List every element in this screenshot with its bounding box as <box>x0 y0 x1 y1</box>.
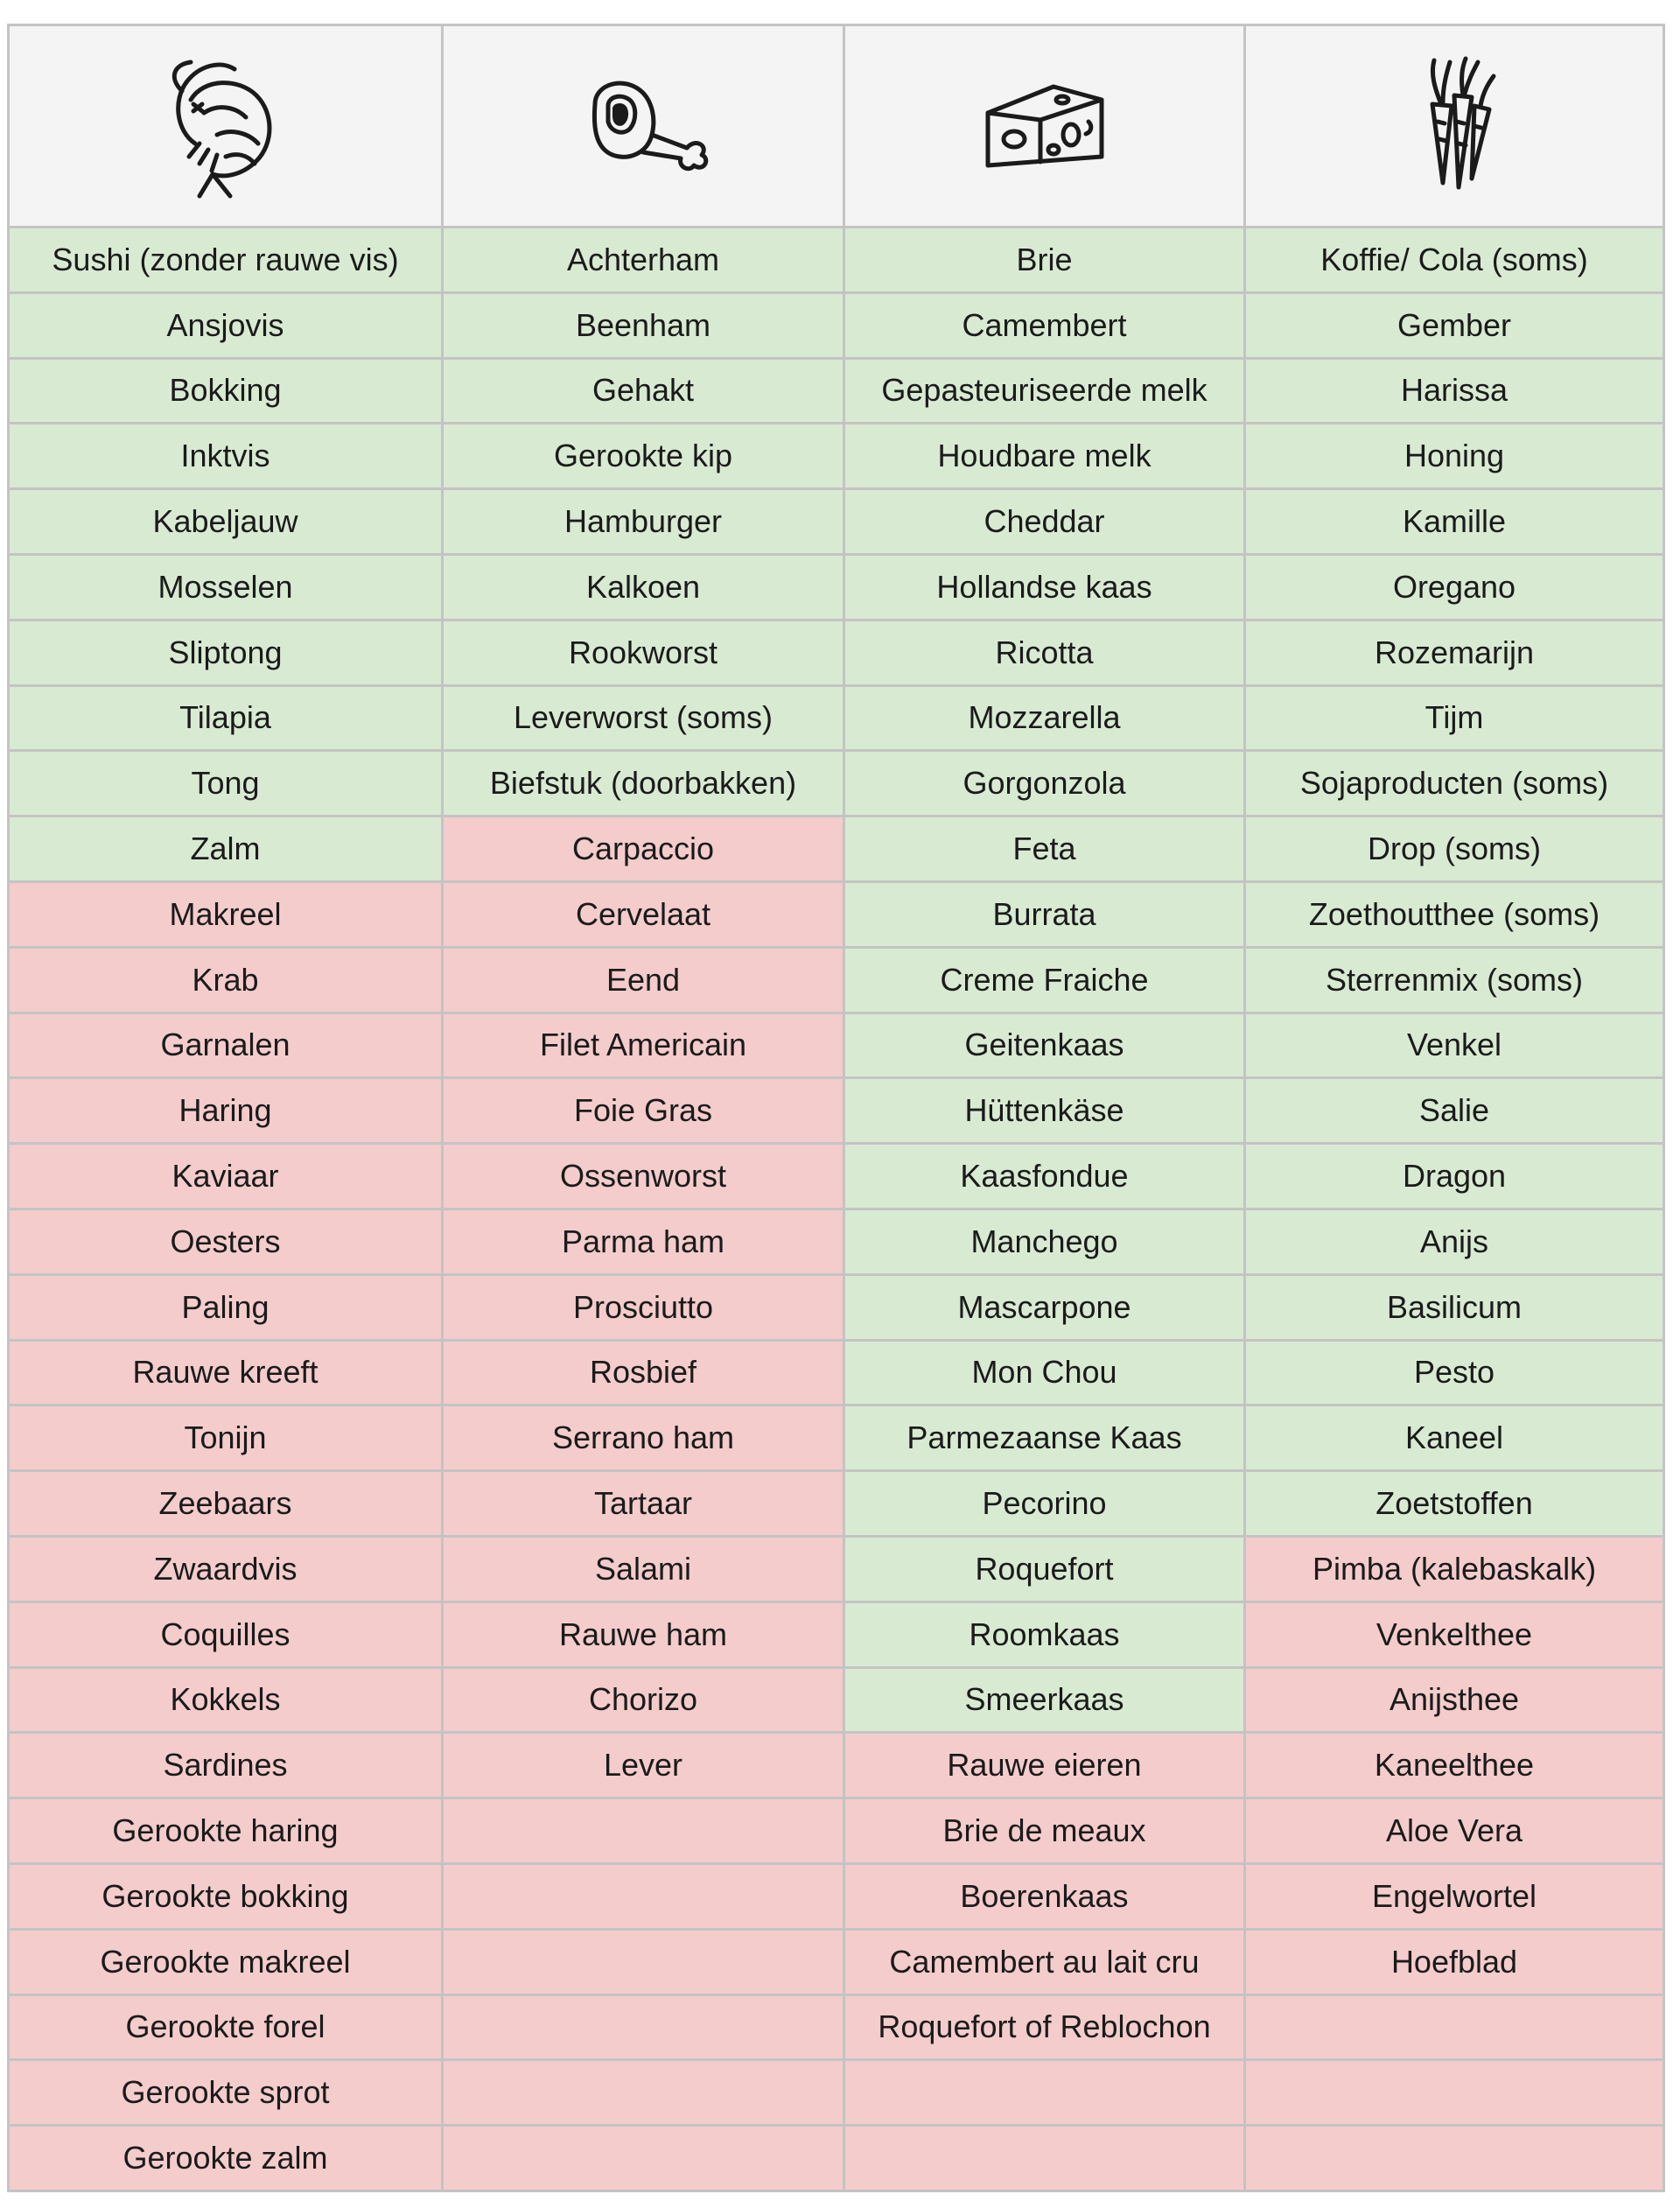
cell-dairy-safe: Houdbare melk <box>844 424 1245 489</box>
cell-other-unsafe: Aloe Vera <box>1245 1798 1664 1864</box>
cell-other-unsafe: Hoefblad <box>1245 1929 1664 1994</box>
cell-other-safe: Pesto <box>1245 1340 1664 1405</box>
carrots-icon <box>1380 52 1529 200</box>
cell-other-safe: Zoethoutthee (soms) <box>1245 881 1664 947</box>
table-row <box>9 1536 1664 1602</box>
cell-meat-unsafe: Rauwe ham <box>443 1602 844 1667</box>
cell-other-unsafe: Engelwortel <box>1245 1863 1664 1929</box>
cell-other-safe: Basilicum <box>1245 1274 1664 1340</box>
cell-fish-safe: Tilapia <box>9 685 443 751</box>
cell-dairy-safe: Gepasteuriseerde melk <box>844 358 1245 424</box>
cell-other-safe: Gember <box>1245 292 1664 358</box>
cell-dairy-unsafe: Rauwe eieren <box>844 1733 1245 1798</box>
table-row <box>9 358 1664 424</box>
cell-other-safe: Sterrenmix (soms) <box>1245 947 1664 1013</box>
cell-dairy-safe: Burrata <box>844 881 1245 947</box>
cell-dairy-safe: Pecorino <box>844 1471 1245 1537</box>
cell-fish-unsafe: Zwaardvis <box>9 1536 443 1602</box>
cell-meat-unsafe: Tartaar <box>443 1471 844 1537</box>
cell-meat-safe: Biefstuk (doorbakken) <box>443 751 844 817</box>
cell-dairy-safe: Parmezaanse Kaas <box>844 1405 1245 1471</box>
cell-fish-unsafe: Kaviaar <box>9 1144 443 1209</box>
table-row <box>9 424 1664 489</box>
cell-dairy-safe: Camembert <box>844 292 1245 358</box>
food-safety-table <box>7 24 1665 2192</box>
cell-fish-unsafe: Coquilles <box>9 1602 443 1667</box>
table-row <box>9 1602 1664 1667</box>
cell-fish-safe: Zalm <box>9 817 443 882</box>
cell-fish-unsafe: Garnalen <box>9 1013 443 1078</box>
table-row <box>9 292 1664 358</box>
cell-fish-unsafe: Gerookte zalm <box>9 2126 443 2191</box>
cell-dairy-unsafe: Brie de meaux <box>844 1798 1245 1864</box>
cell-meat-unsafe: Salami <box>443 1536 844 1602</box>
cell-other-safe: Oregano <box>1245 554 1664 620</box>
cell-other-safe: Kaneel <box>1245 1405 1664 1471</box>
cell-dairy-safe: Cheddar <box>844 489 1245 555</box>
cell-fish-unsafe: Gerookte sprot <box>9 2060 443 2126</box>
table-row <box>9 2126 1664 2191</box>
cell-meat-unsafe <box>443 1929 844 1994</box>
cell-other-safe: Zoetstoffen <box>1245 1471 1664 1537</box>
cell-fish-unsafe: Rauwe kreeft <box>9 1340 443 1405</box>
cell-fish-safe: Sliptong <box>9 620 443 685</box>
header-row <box>9 25 1664 228</box>
table-row <box>9 1340 1664 1405</box>
cell-fish-unsafe: Paling <box>9 1274 443 1340</box>
cell-dairy-safe: Roomkaas <box>844 1602 1245 1667</box>
cell-other-safe: Salie <box>1245 1078 1664 1144</box>
cell-meat-unsafe <box>443 1798 844 1864</box>
table-row <box>9 947 1664 1013</box>
cell-meat-unsafe: Eend <box>443 947 844 1013</box>
table-row <box>9 1274 1664 1340</box>
cell-fish-unsafe: Gerookte makreel <box>9 1929 443 1994</box>
cheese-icon <box>970 52 1119 200</box>
cell-meat-safe: Hamburger <box>443 489 844 555</box>
ham-leg-icon <box>569 52 718 200</box>
cell-dairy-safe: Ricotta <box>844 620 1245 685</box>
table-row <box>9 881 1664 947</box>
cell-dairy-unsafe: Boerenkaas <box>844 1863 1245 1929</box>
cell-other-safe: Sojaproducten (soms) <box>1245 751 1664 817</box>
table-row <box>9 1209 1664 1274</box>
table-row <box>9 1405 1664 1471</box>
cell-dairy-safe: Mascarpone <box>844 1274 1245 1340</box>
cell-fish-safe: Kabeljauw <box>9 489 443 555</box>
table-row <box>9 620 1664 685</box>
cell-other-safe: Honing <box>1245 424 1664 489</box>
cell-dairy-safe: Kaasfondue <box>844 1144 1245 1209</box>
cell-meat-unsafe: Cervelaat <box>443 881 844 947</box>
cell-meat-unsafe: Rosbief <box>443 1340 844 1405</box>
cell-other-safe: Venkel <box>1245 1013 1664 1078</box>
cell-meat-unsafe <box>443 2126 844 2191</box>
table-row <box>9 1863 1664 1929</box>
cell-dairy-unsafe: Roquefort of Reblochon <box>844 1994 1245 2060</box>
table-row <box>9 489 1664 555</box>
cell-dairy-safe: Manchego <box>844 1209 1245 1274</box>
cell-fish-unsafe: Gerookte forel <box>9 1994 443 2060</box>
cell-fish-unsafe: Kokkels <box>9 1667 443 1733</box>
cell-fish-unsafe: Krab <box>9 947 443 1013</box>
table-row <box>9 1013 1664 1078</box>
cell-dairy-safe: Mon Chou <box>844 1340 1245 1405</box>
header-other <box>1245 25 1664 228</box>
cell-other-unsafe: Kaneelthee <box>1245 1733 1664 1798</box>
cell-meat-safe: Leverworst (soms) <box>443 685 844 751</box>
cell-other-unsafe: Venkelthee <box>1245 1602 1664 1667</box>
cell-fish-unsafe: Haring <box>9 1078 443 1144</box>
cell-other-unsafe <box>1245 2126 1664 2191</box>
cell-meat-safe: Gerookte kip <box>443 424 844 489</box>
table-row <box>9 1929 1664 1994</box>
cell-dairy-safe: Roquefort <box>844 1536 1245 1602</box>
cell-fish-safe: Bokking <box>9 358 443 424</box>
cell-meat-safe: Beenham <box>443 292 844 358</box>
cell-other-unsafe: Anijsthee <box>1245 1667 1664 1733</box>
cell-fish-safe: Inktvis <box>9 424 443 489</box>
cell-dairy-safe: Mozzarella <box>844 685 1245 751</box>
cell-fish-safe: Mosselen <box>9 554 443 620</box>
cell-other-safe: Harissa <box>1245 358 1664 424</box>
cell-other-unsafe <box>1245 2060 1664 2126</box>
table-row <box>9 1144 1664 1209</box>
cell-fish-unsafe: Tonijn <box>9 1405 443 1471</box>
cell-meat-unsafe: Parma ham <box>443 1209 844 1274</box>
cell-dairy-safe: Smeerkaas <box>844 1667 1245 1733</box>
table-row <box>9 1733 1664 1798</box>
cell-other-unsafe <box>1245 1994 1664 2060</box>
header-dairy <box>844 25 1245 228</box>
cell-fish-safe: Sushi (zonder rauwe vis) <box>9 228 443 293</box>
table-row <box>9 554 1664 620</box>
cell-fish-safe: Ansjovis <box>9 292 443 358</box>
table-row <box>9 1798 1664 1864</box>
table-row <box>9 1078 1664 1144</box>
cell-other-safe: Drop (soms) <box>1245 817 1664 882</box>
cell-meat-unsafe <box>443 1994 844 2060</box>
table-row <box>9 751 1664 817</box>
cell-dairy-safe: Hollandse kaas <box>844 554 1245 620</box>
cell-meat-unsafe: Prosciutto <box>443 1274 844 1340</box>
cell-meat-unsafe: Ossenworst <box>443 1144 844 1209</box>
cell-meat-unsafe: Chorizo <box>443 1667 844 1733</box>
cell-fish-unsafe: Makreel <box>9 881 443 947</box>
shrimp-icon <box>151 52 300 200</box>
cell-meat-safe: Achterham <box>443 228 844 293</box>
cell-dairy-safe: Creme Fraiche <box>844 947 1245 1013</box>
table-row <box>9 1994 1664 2060</box>
header-meat <box>443 25 844 228</box>
table-row <box>9 685 1664 751</box>
cell-fish-unsafe: Oesters <box>9 1209 443 1274</box>
cell-dairy-safe: Brie <box>844 228 1245 293</box>
cell-dairy-safe: Feta <box>844 817 1245 882</box>
cell-dairy-unsafe <box>844 2126 1245 2191</box>
table-row <box>9 1471 1664 1537</box>
cell-dairy-safe: Geitenkaas <box>844 1013 1245 1078</box>
cell-dairy-safe: Gorgonzola <box>844 751 1245 817</box>
cell-other-safe: Dragon <box>1245 1144 1664 1209</box>
cell-meat-unsafe: Filet Americain <box>443 1013 844 1078</box>
cell-fish-unsafe: Zeebaars <box>9 1471 443 1537</box>
cell-dairy-unsafe: Camembert au lait cru <box>844 1929 1245 1994</box>
cell-dairy-unsafe <box>844 2060 1245 2126</box>
cell-other-safe: Rozemarijn <box>1245 620 1664 685</box>
cell-meat-unsafe <box>443 1863 844 1929</box>
cell-other-safe: Koffie/ Cola (soms) <box>1245 228 1664 293</box>
cell-other-safe: Kamille <box>1245 489 1664 555</box>
cell-meat-safe: Gehakt <box>443 358 844 424</box>
cell-other-unsafe: Pimba (kalebaskalk) <box>1245 1536 1664 1602</box>
cell-meat-unsafe: Foie Gras <box>443 1078 844 1144</box>
cell-meat-safe: Kalkoen <box>443 554 844 620</box>
cell-fish-unsafe: Gerookte haring <box>9 1798 443 1864</box>
table-row <box>9 228 1664 293</box>
cell-fish-unsafe: Sardines <box>9 1733 443 1798</box>
table-row <box>9 817 1664 882</box>
cell-fish-safe: Tong <box>9 751 443 817</box>
cell-meat-safe: Rookworst <box>443 620 844 685</box>
cell-dairy-safe: Hüttenkäse <box>844 1078 1245 1144</box>
header-fish <box>9 25 443 228</box>
cell-fish-unsafe: Gerookte bokking <box>9 1863 443 1929</box>
table-row <box>9 1667 1664 1733</box>
cell-other-safe: Anijs <box>1245 1209 1664 1274</box>
cell-other-safe: Tijm <box>1245 685 1664 751</box>
cell-meat-unsafe: Serrano ham <box>443 1405 844 1471</box>
cell-meat-unsafe: Carpaccio <box>443 817 844 882</box>
cell-meat-unsafe: Lever <box>443 1733 844 1798</box>
table-row <box>9 2060 1664 2126</box>
cell-meat-unsafe <box>443 2060 844 2126</box>
